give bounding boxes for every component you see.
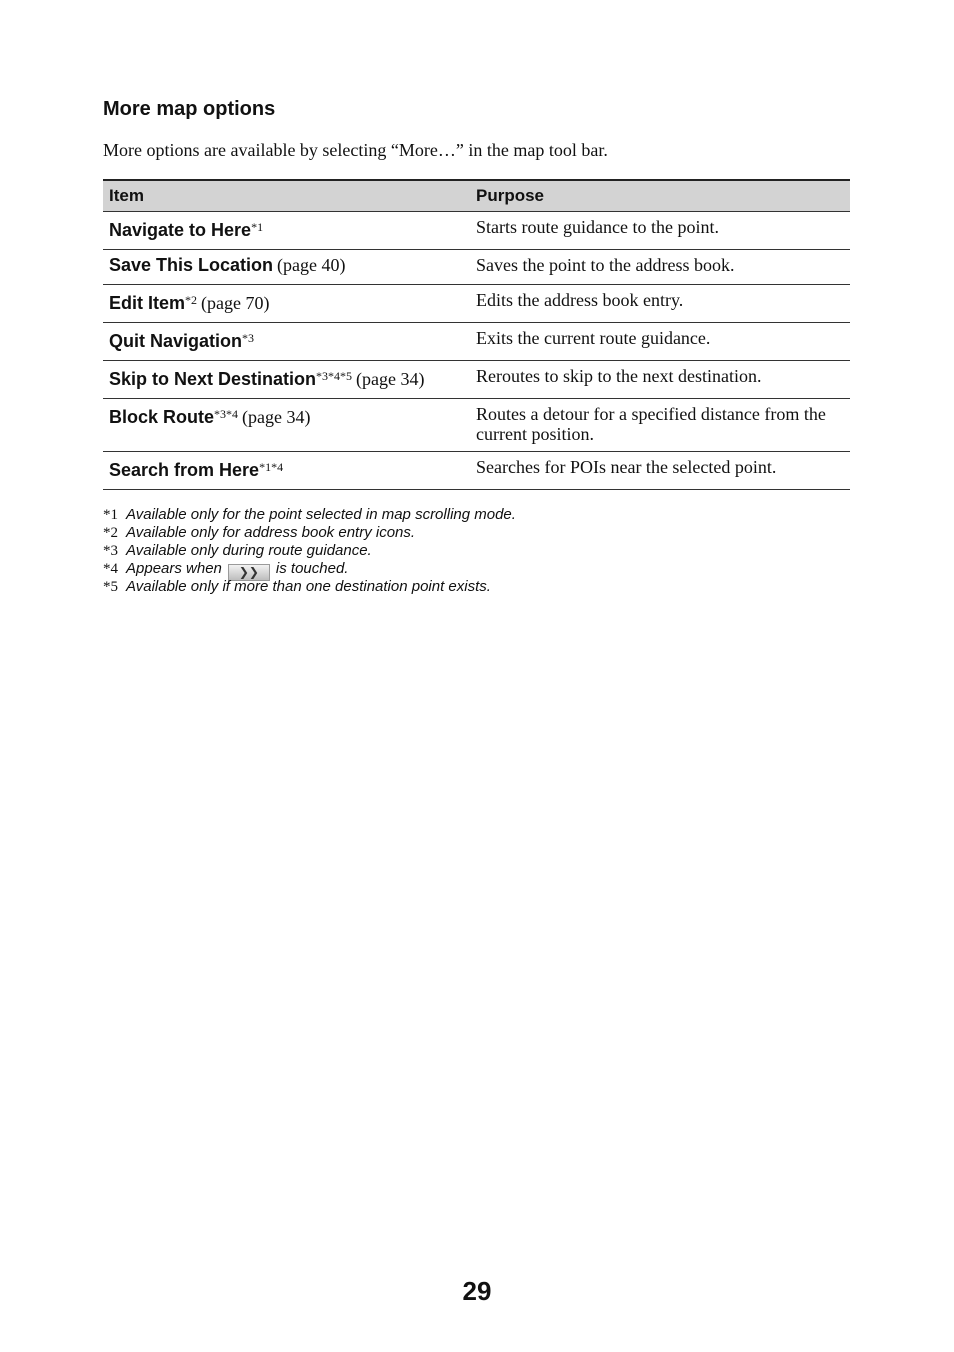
item-name: Search from Here bbox=[109, 460, 260, 480]
section-intro: More options are available by selecting “More…” in the map tool bar. bbox=[103, 140, 608, 160]
item-name: Skip to Next Destination bbox=[109, 369, 317, 389]
footnote bbox=[103, 578, 850, 596]
forward-double-chevron-icon: ❯❯ bbox=[228, 564, 270, 581]
footnote-marks: *1 bbox=[251, 220, 264, 234]
page-content bbox=[103, 96, 850, 596]
column-header-item: Item bbox=[103, 180, 470, 212]
item-name: Edit Item bbox=[109, 293, 186, 313]
table-row bbox=[103, 361, 850, 399]
footnote bbox=[103, 560, 850, 578]
purpose-cell: Saves the point to the address book. bbox=[470, 250, 850, 285]
page-reference: (page 40) bbox=[277, 255, 346, 275]
footnote-text: Appears when bbox=[126, 560, 222, 577]
purpose-cell: Exits the current route guidance. bbox=[470, 323, 850, 361]
footnote bbox=[103, 506, 850, 524]
footnote-text: Available only if more than one destination point exists. bbox=[126, 578, 491, 595]
footnote-text: Available only during route guidance. bbox=[126, 542, 372, 559]
page-reference: (page 34) bbox=[242, 407, 311, 427]
page-reference: (page 70) bbox=[201, 293, 270, 313]
footnotes bbox=[103, 506, 850, 596]
footnote-text: Available only for the point selected in map scrolling mode. bbox=[126, 506, 516, 523]
purpose-cell: Edits the address book entry. bbox=[470, 285, 850, 323]
item-name: Block Route bbox=[109, 407, 215, 427]
footnote-marks: *3*4*5 bbox=[316, 369, 353, 383]
page-number: 29 bbox=[462, 1276, 492, 1306]
footnote-marks: *3*4 bbox=[214, 407, 239, 421]
section-title: More map options bbox=[103, 98, 276, 120]
footnote bbox=[103, 542, 850, 560]
item-cell bbox=[103, 452, 470, 490]
table-row bbox=[103, 285, 850, 323]
page-reference: (page 34) bbox=[356, 369, 425, 389]
table-row bbox=[103, 250, 850, 285]
purpose-cell: Routes a detour for a specified distance from the current position. bbox=[470, 399, 850, 452]
options-table bbox=[103, 179, 850, 490]
footnote-text: Available only for address book entry icons. bbox=[126, 524, 416, 541]
item-cell bbox=[103, 399, 470, 452]
item-name: Navigate to Here bbox=[109, 220, 252, 240]
item-name: Quit Navigation bbox=[109, 331, 243, 351]
footnote-marks: *2 bbox=[185, 293, 198, 307]
footnote-marks: *3 bbox=[242, 331, 255, 345]
footnote-marks: *1*4 bbox=[259, 460, 284, 474]
item-cell bbox=[103, 212, 470, 250]
table-row bbox=[103, 452, 850, 490]
table-row bbox=[103, 323, 850, 361]
purpose-cell: Searches for POIs near the selected point. bbox=[470, 452, 850, 490]
table-row bbox=[103, 212, 850, 250]
item-cell bbox=[103, 361, 470, 399]
column-header-purpose: Purpose bbox=[470, 180, 850, 212]
table-row bbox=[103, 399, 850, 452]
purpose-cell: Starts route guidance to the point. bbox=[470, 212, 850, 250]
item-name: Save This Location bbox=[109, 255, 274, 275]
item-cell bbox=[103, 323, 470, 361]
item-cell bbox=[103, 285, 470, 323]
footnote-text: is touched. bbox=[275, 560, 349, 577]
table-header-row bbox=[103, 180, 850, 212]
footnote-mark: *4 bbox=[103, 561, 118, 577]
item-cell bbox=[103, 250, 470, 285]
footnote-mark: *3 bbox=[103, 543, 118, 559]
footnote-mark: *2 bbox=[103, 525, 118, 541]
footnote-mark: *1 bbox=[103, 507, 118, 523]
footnote bbox=[103, 524, 850, 542]
footnote-mark: *5 bbox=[103, 579, 118, 595]
purpose-cell: Reroutes to skip to the next destination. bbox=[470, 361, 850, 399]
